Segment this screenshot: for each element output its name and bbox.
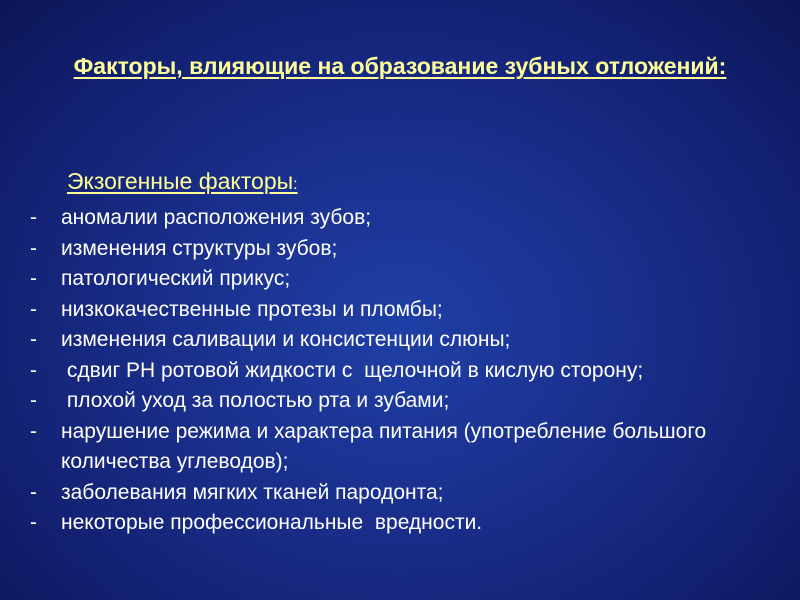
bullet-dash: -: [30, 206, 37, 229]
subtitle-colon: :: [293, 176, 298, 193]
list-item: [30, 264, 770, 295]
list-item-text: заболевания мягких тканей пародонта;: [61, 480, 444, 504]
bullet-dash: -: [30, 389, 37, 412]
bullet-dash: -: [30, 267, 37, 290]
list-item: [30, 295, 770, 326]
list-item-text: изменения структуры зубов;: [61, 236, 338, 260]
bullet-dash: -: [30, 419, 37, 443]
bullet-dash: -: [30, 480, 37, 504]
list-item: [30, 478, 770, 509]
slide-title: Факторы, влияющие на образование зубных отложений:: [73, 53, 727, 79]
bullet-dash: -: [30, 236, 37, 260]
list-item-text: патологический прикус;: [61, 267, 291, 290]
bullet-dash: -: [30, 358, 37, 382]
bullet-dash: -: [30, 511, 37, 534]
list-item: [30, 386, 770, 417]
list-item: [30, 325, 770, 356]
list-item-text: нарушение режима и характера питания (употребление большого количества углеводов);: [61, 419, 713, 473]
bullet-dash: -: [30, 328, 37, 351]
list-item-text: аномалии расположения зубов;: [61, 206, 372, 229]
list-item: [30, 356, 770, 387]
list-item: [30, 417, 770, 478]
bullet-dash: -: [30, 297, 37, 321]
section-subtitle: [67, 166, 298, 200]
list-item: [30, 203, 770, 234]
subtitle-text: Экзогенные факторы: [67, 168, 294, 194]
list-item-text: некоторые профессиональные вредности.: [61, 511, 483, 534]
list-item-text: сдвиг РН ротовой жидкости с щелочной в кислую сторону;: [61, 358, 644, 382]
list-item: [30, 508, 770, 539]
list-item: [30, 234, 770, 265]
factor-list: [30, 203, 770, 539]
list-item-text: низкокачественные протезы и пломбы;: [61, 297, 443, 321]
list-item-text: изменения саливации и консистенции слюны;: [61, 328, 511, 351]
list-item-text: плохой уход за полостью рта и зубами;: [61, 389, 450, 412]
